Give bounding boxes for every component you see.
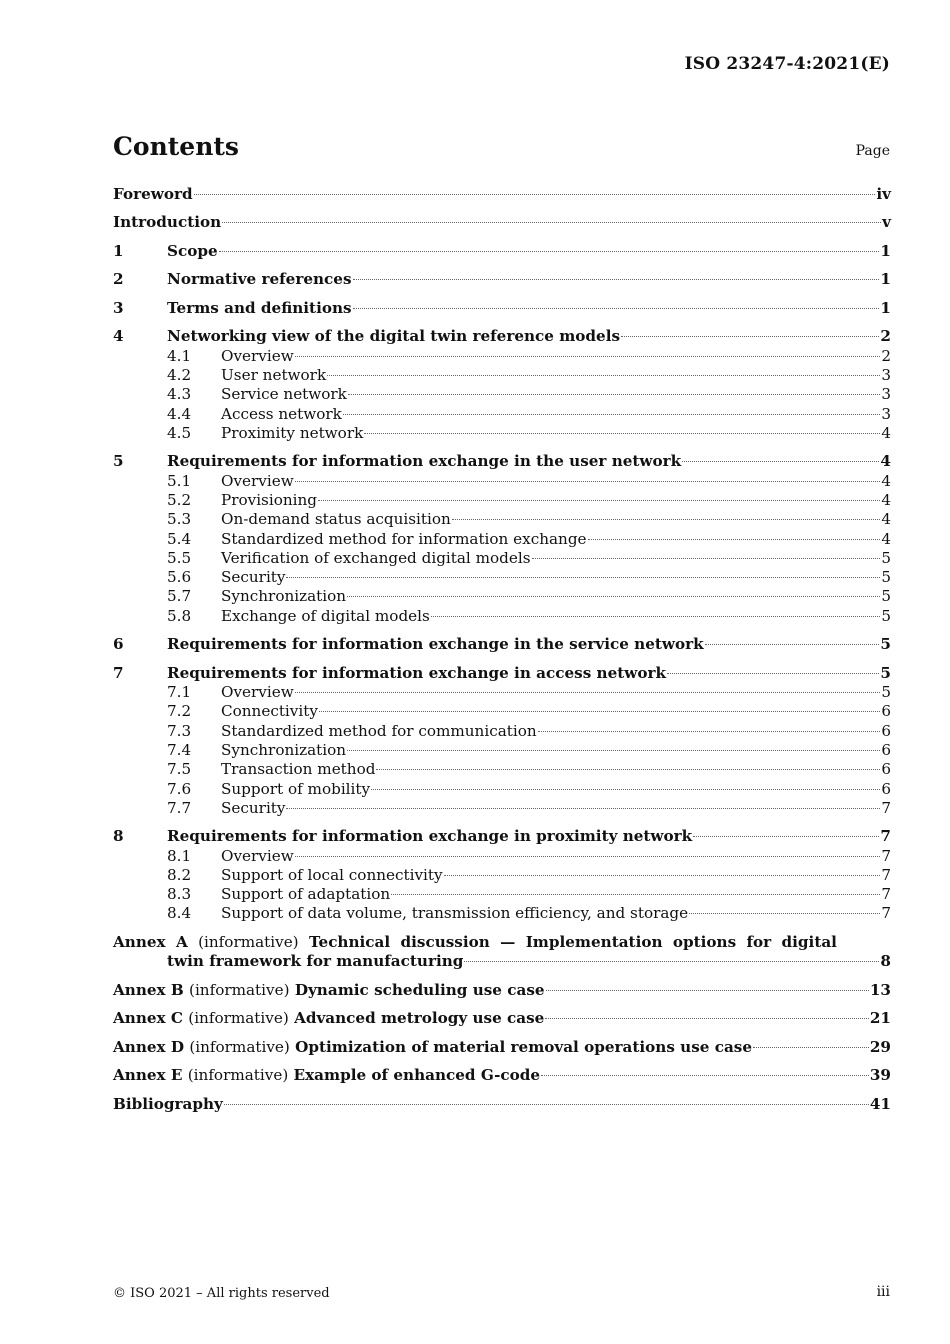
subclause-number: 7.5 bbox=[167, 760, 192, 779]
clause-page: 4 bbox=[880, 452, 891, 471]
toc-subclause[interactable] bbox=[113, 904, 891, 923]
subclause-title: Synchronization bbox=[221, 740, 347, 759]
subclause-title: Exchange of digital models bbox=[221, 606, 430, 625]
toc-entry[interactable] bbox=[113, 185, 891, 204]
annex-type: (informative) bbox=[187, 1066, 289, 1085]
clause-page: 5 bbox=[880, 635, 891, 654]
annex-a-word: Annex bbox=[113, 932, 166, 951]
toc-annex-a-continuation[interactable] bbox=[113, 952, 891, 971]
subclause-title: Access network bbox=[221, 404, 342, 423]
subclause-title: Overview bbox=[221, 471, 294, 490]
dot-leader bbox=[545, 1018, 869, 1019]
clause-title: Requirements for information exchange in the service network bbox=[167, 635, 704, 654]
subclause-number: 5.6 bbox=[167, 568, 192, 587]
dot-leader bbox=[222, 222, 881, 223]
annex-prefix: Annex D bbox=[113, 1037, 185, 1056]
dot-leader bbox=[431, 616, 881, 617]
clause-title: Terms and definitions bbox=[167, 298, 352, 317]
annex-page: 8 bbox=[880, 952, 891, 971]
dot-leader bbox=[347, 750, 880, 751]
toc-subclause[interactable] bbox=[113, 510, 891, 529]
subclause-title: Overview bbox=[221, 683, 294, 702]
subclause-page: 7 bbox=[881, 846, 891, 865]
annex-a-word: for bbox=[746, 932, 772, 951]
annex-a-word: — bbox=[500, 932, 516, 951]
subclause-number: 4.3 bbox=[167, 385, 192, 404]
toc-annex[interactable] bbox=[113, 981, 891, 1000]
dot-leader bbox=[621, 336, 879, 337]
annex-label: Advanced metrology use case bbox=[294, 1009, 545, 1028]
dot-leader bbox=[343, 414, 880, 415]
subclause-title: Standardized method for communication bbox=[221, 721, 537, 740]
subclause-number: 4.4 bbox=[167, 404, 192, 423]
toc-subclause[interactable] bbox=[113, 347, 891, 366]
clause-number: 2 bbox=[113, 270, 124, 289]
subclause-page: 6 bbox=[881, 740, 891, 759]
bibliography-page: 41 bbox=[869, 1094, 891, 1113]
toc-subclause[interactable] bbox=[113, 530, 891, 549]
annex-a-word: digital bbox=[781, 932, 837, 951]
toc-subclause[interactable] bbox=[113, 760, 891, 779]
subclause-number: 5.3 bbox=[167, 510, 192, 529]
dot-leader bbox=[295, 856, 881, 857]
subclause-title: Overview bbox=[221, 846, 294, 865]
toc-clause[interactable] bbox=[113, 327, 891, 346]
toc-clause[interactable] bbox=[113, 452, 891, 471]
subclause-number: 7.6 bbox=[167, 779, 192, 798]
toc-clause[interactable] bbox=[113, 827, 891, 846]
toc-subclause[interactable] bbox=[113, 683, 891, 702]
annex-a-word: A bbox=[175, 932, 188, 951]
clause-title: Requirements for information exchange in access network bbox=[167, 663, 666, 682]
annex-title bbox=[113, 1009, 544, 1028]
annex-title bbox=[113, 1038, 752, 1057]
subclause-number: 8.3 bbox=[167, 885, 192, 904]
clause-page: 2 bbox=[880, 327, 891, 346]
dot-leader bbox=[364, 433, 880, 434]
toc-annex[interactable] bbox=[113, 1066, 891, 1085]
annex-a-word: Technical bbox=[308, 932, 391, 951]
subclause-page: 5 bbox=[881, 683, 891, 702]
subclause-title: Synchronization bbox=[221, 587, 347, 606]
clause-number: 1 bbox=[113, 241, 124, 260]
clause-number: 7 bbox=[113, 663, 124, 682]
subclause-title: Security bbox=[221, 798, 286, 817]
toc-subclause[interactable] bbox=[113, 780, 891, 799]
annex-prefix: Annex B bbox=[113, 980, 184, 999]
document-id: ISO 23247-4:2021(E) bbox=[684, 54, 890, 74]
annex-label: Optimization of material removal operations use case bbox=[295, 1037, 753, 1056]
subclause-number: 7.7 bbox=[167, 798, 192, 817]
subclause-page: 7 bbox=[881, 885, 891, 904]
dot-leader bbox=[353, 279, 880, 280]
subclause-page: 6 bbox=[881, 760, 891, 779]
clause-page: 1 bbox=[880, 270, 891, 289]
annex-a-word: Implementation bbox=[525, 932, 663, 951]
subclause-page: 2 bbox=[881, 346, 891, 365]
bibliography-title: Bibliography bbox=[113, 1094, 223, 1113]
toc-subclause[interactable] bbox=[113, 866, 891, 885]
subclause-title: Security bbox=[221, 568, 286, 587]
clause-number: 8 bbox=[113, 827, 124, 846]
subclause-page: 5 bbox=[881, 587, 891, 606]
annex-a-word: options bbox=[672, 932, 737, 951]
table-of-contents bbox=[113, 185, 891, 1114]
annex-type: (informative) bbox=[189, 1037, 290, 1056]
dot-leader bbox=[286, 808, 880, 809]
subclause-page: 5 bbox=[881, 548, 891, 567]
page-column-label: Page bbox=[855, 143, 890, 159]
subclause-number: 7.4 bbox=[167, 740, 192, 759]
subclause-page: 6 bbox=[881, 779, 891, 798]
subclause-number: 8.2 bbox=[167, 865, 192, 884]
clause-page: 7 bbox=[880, 827, 891, 846]
subclause-page: 7 bbox=[881, 904, 891, 923]
dot-leader bbox=[693, 836, 879, 837]
toc-clause[interactable] bbox=[113, 299, 891, 318]
dot-leader bbox=[194, 194, 876, 195]
toc-entry[interactable] bbox=[113, 213, 891, 232]
dot-leader bbox=[376, 769, 880, 770]
dot-leader bbox=[319, 711, 880, 712]
subclause-number: 8.4 bbox=[167, 904, 192, 923]
annex-a-word: discussion bbox=[400, 932, 490, 951]
subclause-title: Verification of exchanged digital models bbox=[221, 548, 531, 567]
subclause-page: 5 bbox=[881, 568, 891, 587]
clause-number: 4 bbox=[113, 327, 124, 346]
dot-leader bbox=[546, 990, 869, 991]
toc-subclause[interactable] bbox=[113, 491, 891, 510]
page-number: iii bbox=[876, 1284, 890, 1300]
toc-subclause[interactable] bbox=[113, 702, 891, 721]
toc-annex[interactable] bbox=[113, 1038, 891, 1057]
annex-page: 13 bbox=[869, 980, 891, 999]
subclause-page: 4 bbox=[881, 490, 891, 509]
subclause-number: 5.5 bbox=[167, 548, 192, 567]
dot-leader bbox=[541, 1075, 869, 1076]
subclause-title: Support of local connectivity bbox=[221, 865, 443, 884]
toc-annex[interactable] bbox=[113, 1009, 891, 1028]
subclause-number: 5.4 bbox=[167, 529, 192, 548]
dot-leader bbox=[464, 961, 879, 962]
subclause-page: 6 bbox=[881, 702, 891, 721]
toc-subclause[interactable] bbox=[113, 385, 891, 404]
clause-title: Requirements for information exchange in proximity network bbox=[167, 827, 693, 846]
toc-subclause[interactable] bbox=[113, 587, 891, 606]
subclause-page: 5 bbox=[881, 606, 891, 625]
annex-prefix: Annex C bbox=[113, 1009, 183, 1028]
clause-number: 3 bbox=[113, 298, 124, 317]
dot-leader bbox=[682, 461, 879, 462]
toc-subclause[interactable] bbox=[113, 405, 891, 424]
subclause-page: 7 bbox=[881, 865, 891, 884]
subclause-title: Connectivity bbox=[221, 702, 318, 721]
toc-subclause[interactable] bbox=[113, 722, 891, 741]
toc-entry-page: iv bbox=[876, 185, 891, 203]
subclause-title: Standardized method for information exchange bbox=[221, 529, 587, 548]
copyright-notice: © ISO 2021 – All rights reserved bbox=[113, 1286, 330, 1301]
dot-leader bbox=[219, 251, 880, 252]
clause-title: Networking view of the digital twin reference models bbox=[167, 327, 621, 346]
subclause-title: Service network bbox=[221, 385, 347, 404]
subclause-title: Overview bbox=[221, 346, 294, 365]
dot-leader bbox=[452, 519, 881, 520]
dot-leader bbox=[295, 356, 881, 357]
toc-clause[interactable] bbox=[113, 664, 891, 683]
toc-subclause[interactable] bbox=[113, 472, 891, 491]
subclause-number: 5.1 bbox=[167, 471, 192, 490]
subclause-page: 3 bbox=[881, 366, 891, 385]
toc-entry-title: Foreword bbox=[113, 185, 193, 203]
subclause-title: Proximity network bbox=[221, 423, 364, 442]
annex-title bbox=[113, 981, 545, 1000]
subclause-title: User network bbox=[221, 366, 327, 385]
dot-leader bbox=[371, 789, 880, 790]
annex-type: (informative) bbox=[188, 1009, 289, 1028]
subclause-page: 6 bbox=[881, 721, 891, 740]
annex-a-title-line2: twin framework for manufacturing bbox=[167, 952, 464, 971]
annex-page: 29 bbox=[869, 1037, 891, 1056]
toc-subclause[interactable] bbox=[113, 885, 891, 904]
annex-page: 39 bbox=[869, 1066, 891, 1085]
dot-leader bbox=[318, 500, 880, 501]
annex-label: Dynamic scheduling use case bbox=[294, 980, 545, 999]
annex-type: (informative) bbox=[189, 980, 290, 999]
subclause-number: 5.7 bbox=[167, 587, 192, 606]
dot-leader bbox=[224, 1104, 869, 1105]
dot-leader bbox=[532, 558, 881, 559]
subclause-page: 3 bbox=[881, 404, 891, 423]
toc-subclause[interactable] bbox=[113, 799, 891, 818]
subclause-number: 5.2 bbox=[167, 490, 192, 509]
subclause-number: 5.8 bbox=[167, 606, 192, 625]
toc-clause[interactable] bbox=[113, 270, 891, 289]
subclause-number: 8.1 bbox=[167, 846, 192, 865]
subclause-title: Provisioning bbox=[221, 490, 317, 509]
dot-leader bbox=[667, 673, 879, 674]
clause-number: 6 bbox=[113, 635, 124, 654]
subclause-number: 7.3 bbox=[167, 721, 192, 740]
toc-entry-page: v bbox=[882, 213, 891, 232]
clause-page: 1 bbox=[880, 241, 891, 260]
dot-leader bbox=[295, 481, 881, 482]
annex-title bbox=[113, 1066, 540, 1085]
clause-title: Scope bbox=[167, 241, 218, 260]
subclause-number: 7.1 bbox=[167, 683, 192, 702]
toc-subclause[interactable] bbox=[113, 366, 891, 385]
dot-leader bbox=[295, 692, 881, 693]
subclause-number: 4.1 bbox=[167, 346, 192, 365]
clause-title: Requirements for information exchange in the user network bbox=[167, 452, 682, 471]
subclause-page: 4 bbox=[881, 471, 891, 490]
subclause-title: Support of adaptation bbox=[221, 885, 391, 904]
toc-bibliography[interactable] bbox=[113, 1095, 891, 1114]
dot-leader bbox=[444, 875, 881, 876]
subclause-title: Support of mobility bbox=[221, 779, 371, 798]
dot-leader bbox=[705, 644, 880, 645]
clause-page: 5 bbox=[880, 663, 891, 682]
subclause-number: 4.5 bbox=[167, 423, 192, 442]
toc-clause[interactable] bbox=[113, 635, 891, 654]
annex-prefix: Annex E bbox=[113, 1066, 183, 1085]
clause-page: 1 bbox=[880, 298, 891, 317]
dot-leader bbox=[327, 375, 880, 376]
subclause-title: Transaction method bbox=[221, 760, 376, 779]
dot-leader bbox=[353, 308, 880, 309]
toc-clause[interactable] bbox=[113, 242, 891, 261]
annex-page: 21 bbox=[869, 1009, 891, 1028]
subclause-page: 7 bbox=[881, 798, 891, 817]
toc-entry-title: Introduction bbox=[113, 213, 222, 232]
toc-subclause[interactable] bbox=[113, 741, 891, 760]
dot-leader bbox=[391, 894, 880, 895]
subclause-number: 7.2 bbox=[167, 702, 192, 721]
annex-label: Example of enhanced G-code bbox=[293, 1066, 541, 1085]
subclause-page: 3 bbox=[881, 385, 891, 404]
toc-subclause[interactable] bbox=[113, 568, 891, 587]
subclause-page: 4 bbox=[881, 529, 891, 548]
page-title: Contents bbox=[113, 132, 240, 161]
clause-title: Normative references bbox=[167, 270, 352, 289]
clause-number: 5 bbox=[113, 452, 124, 471]
toc-subclause[interactable] bbox=[113, 549, 891, 568]
subclause-page: 4 bbox=[881, 423, 891, 442]
dot-leader bbox=[286, 577, 880, 578]
dot-leader bbox=[753, 1047, 869, 1048]
toc-subclause[interactable] bbox=[113, 847, 891, 866]
subclause-page: 4 bbox=[881, 510, 891, 529]
subclause-title: On-demand status acquisition bbox=[221, 510, 451, 529]
dot-leader bbox=[347, 596, 880, 597]
toc-subclause[interactable] bbox=[113, 424, 891, 443]
subclause-number: 4.2 bbox=[167, 366, 192, 385]
dot-leader bbox=[348, 394, 880, 395]
toc-annex-a[interactable] bbox=[113, 933, 837, 952]
dot-leader bbox=[689, 913, 880, 914]
annex-a-word: (informative) bbox=[198, 932, 299, 951]
dot-leader bbox=[588, 539, 881, 540]
subclause-title: Support of data volume, transmission efficiency, and storage bbox=[221, 904, 689, 923]
toc-subclause[interactable] bbox=[113, 607, 891, 626]
dot-leader bbox=[538, 731, 881, 732]
